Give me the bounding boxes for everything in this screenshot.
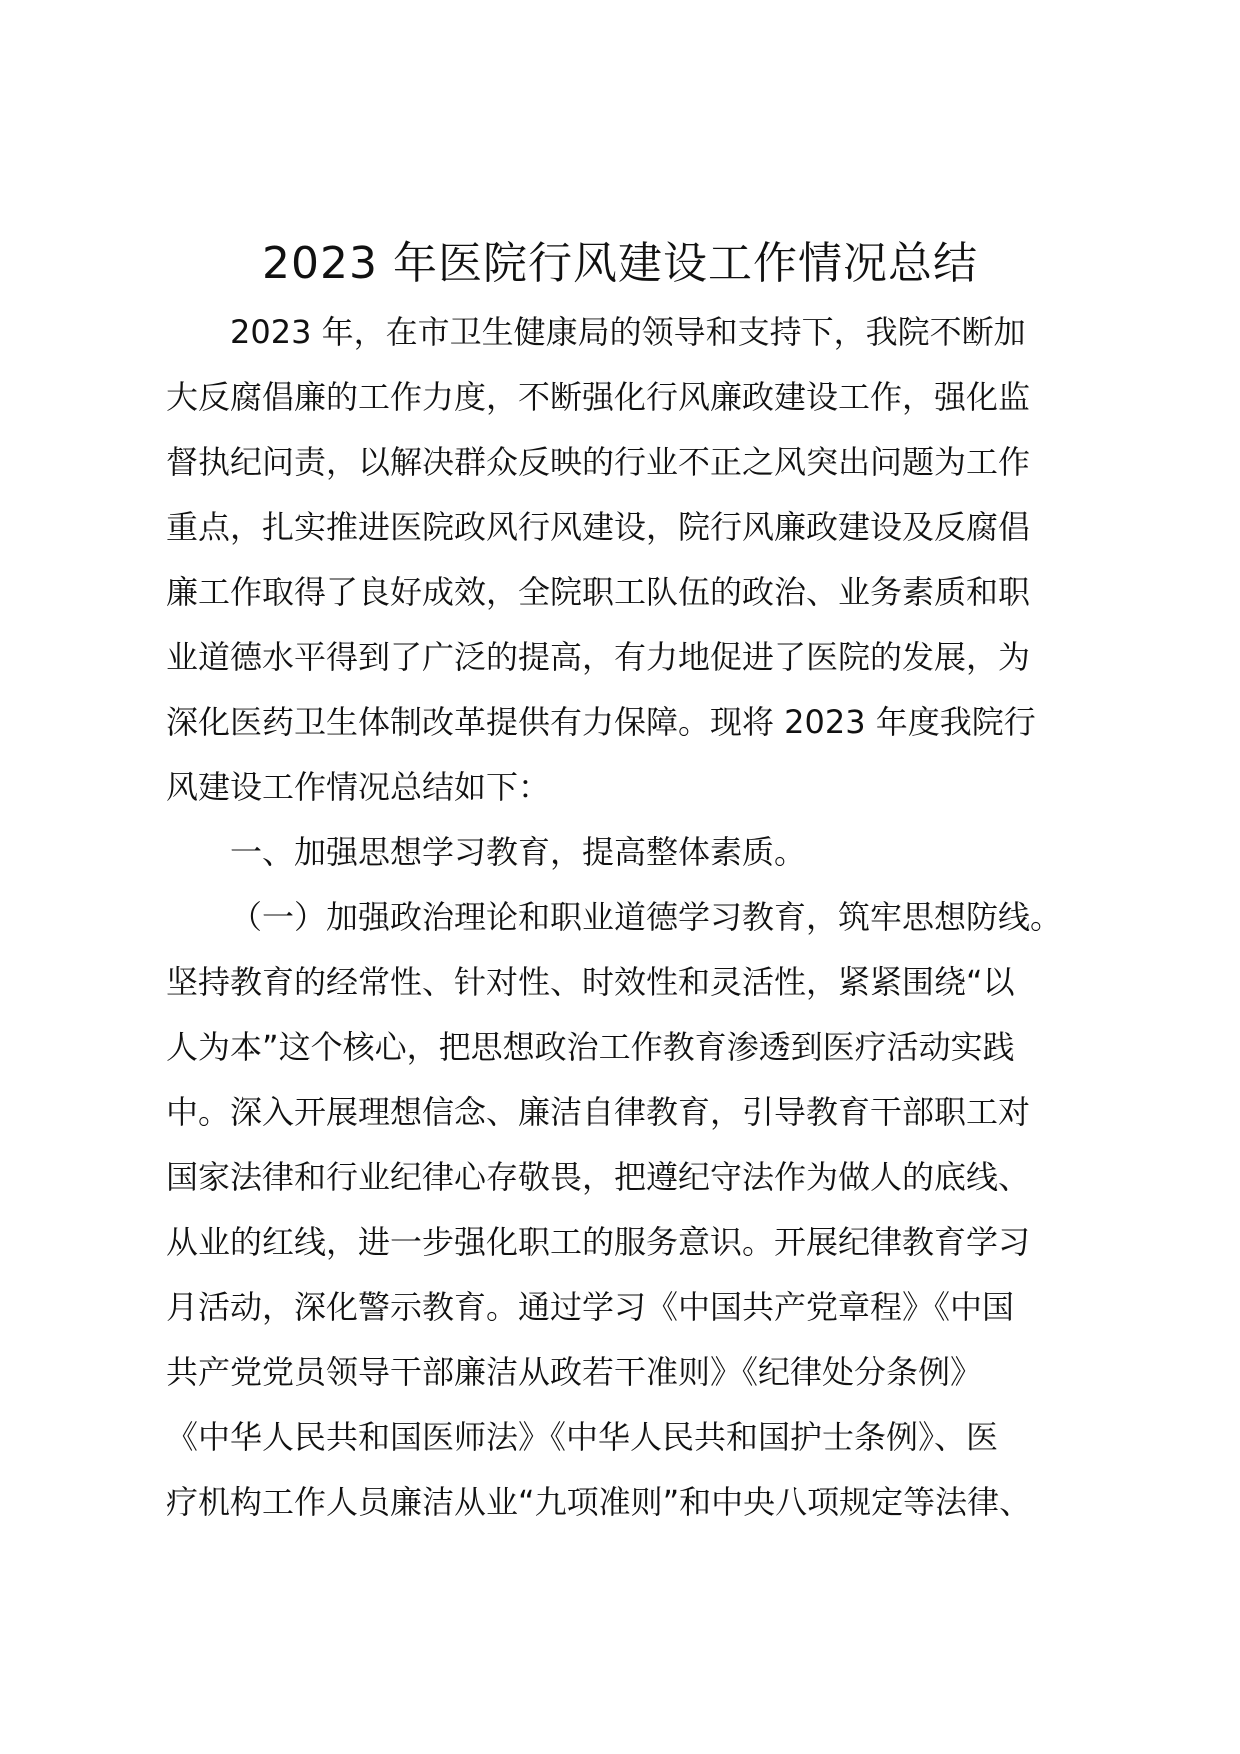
- paragraph-line: 重点，扎实推进医院政风行风建设，院行风廉政建设及反腐倡: [166, 508, 1031, 546]
- section-heading: 一、加强思想学习教育，提高整体素质。: [230, 833, 807, 871]
- paragraph-line: 督执纪问责，以解决群众反映的行业不正之风突出问题为工作: [166, 443, 1031, 481]
- paragraph-line: 大反腐倡廉的工作力度，不断强化行风廉政建设工作，强化监: [166, 378, 1031, 416]
- paragraph-line: 国家法律和行业纪律心存敬畏，把遵纪守法作为做人的底线、: [166, 1158, 1031, 1196]
- paragraph-line: 从业的红线，进一步强化职工的服务意识。开展纪律教育学习: [166, 1223, 1031, 1261]
- paragraph-line: 业道德水平得到了广泛的提高，有力地促进了医院的发展，为: [166, 638, 1031, 676]
- paragraph-line: 2023 年，在市卫生健康局的领导和支持下，我院不断加: [230, 313, 1026, 351]
- paragraph-line: 月活动，深化警示教育。通过学习《中国共产党章程》《中国: [166, 1288, 1015, 1326]
- subsection-heading-line: （一）加强政治理论和职业道德学习教育，筑牢思想防线。: [230, 898, 1063, 936]
- document-body: [166, 300, 1126, 1535]
- paragraph-line: 深化医药卫生体制改革提供有力保障。现将 2023 年度我院行: [166, 703, 1036, 741]
- paragraph-line: 人为本”这个核心，把思想政治工作教育渗透到医疗活动实践: [166, 1028, 1015, 1066]
- document-title: 2023 年医院行风建设工作情况总结: [262, 238, 978, 289]
- paragraph-line: 中。深入开展理想信念、廉洁自律教育，引导教育干部职工对: [166, 1093, 1031, 1131]
- paragraph-line: 《中华人民共和国医师法》《中华人民共和国护士条例》、医: [166, 1418, 999, 1456]
- paragraph-line: 共产党党员领导干部廉洁从政若干准则》《纪律处分条例》: [166, 1353, 983, 1391]
- paragraph-line: 疗机构工作人员廉洁从业“九项准则”和中央八项规定等法律、: [166, 1483, 1032, 1521]
- paragraph-line: 坚持教育的经常性、针对性、时效性和灵活性，紧紧围绕“以: [166, 963, 1015, 1001]
- paragraph-line: 风建设工作情况总结如下：: [166, 768, 551, 806]
- paragraph-line: 廉工作取得了良好成效，全院职工队伍的政治、业务素质和职: [166, 573, 1031, 611]
